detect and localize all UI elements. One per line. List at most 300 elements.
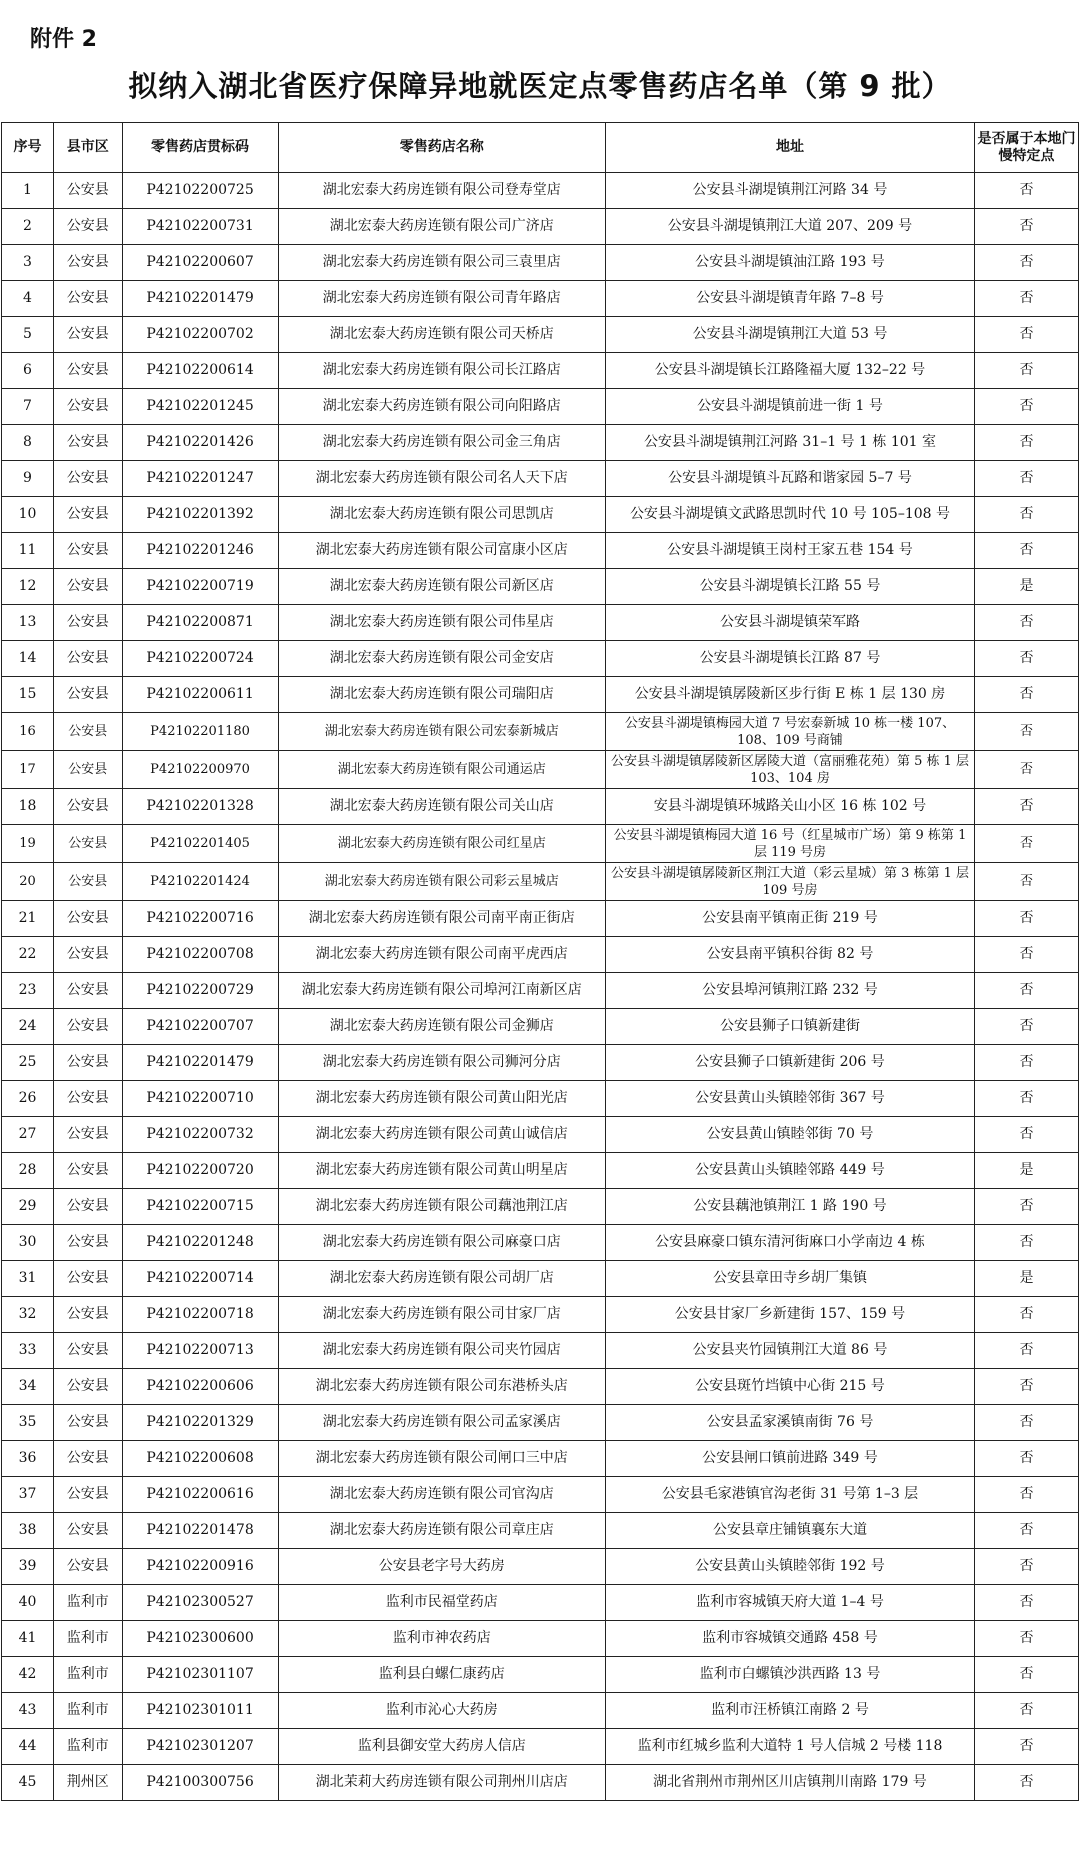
cell-serial: 28 xyxy=(2,1153,54,1189)
table-row xyxy=(2,863,1079,901)
cell-address: 公安县毛家港镇官沟老街 31 号第 1–3 层 xyxy=(605,1477,974,1513)
cell-county: 公安县 xyxy=(53,173,122,209)
cell-serial: 1 xyxy=(2,173,54,209)
cell-county: 公安县 xyxy=(53,1333,122,1369)
cell-chronic-flag: 否 xyxy=(975,605,1079,641)
cell-pharmacy-name: 湖北宏泰大药房连锁有限公司广济店 xyxy=(278,209,605,245)
cell-address: 公安县藕池镇荆江 1 路 190 号 xyxy=(605,1189,974,1225)
cell-address: 公安县斗湖堤镇梅园大道 7 号宏泰新城 10 栋一楼 107、108、109 号商铺 xyxy=(605,713,974,751)
table-row xyxy=(2,1081,1079,1117)
cell-code: P42102201478 xyxy=(122,1513,278,1549)
table-row xyxy=(2,751,1079,789)
table-row xyxy=(2,1657,1079,1693)
table-row xyxy=(2,1765,1079,1801)
cell-county: 公安县 xyxy=(53,751,122,789)
cell-county: 公安县 xyxy=(53,641,122,677)
cell-county: 公安县 xyxy=(53,281,122,317)
cell-address: 公安县斗湖堤镇孱陵新区步行街 E 栋 1 层 130 房 xyxy=(605,677,974,713)
cell-code: P42102200715 xyxy=(122,1189,278,1225)
table-row xyxy=(2,1621,1079,1657)
cell-pharmacy-name: 湖北宏泰大药房连锁有限公司黄山诚信店 xyxy=(278,1117,605,1153)
cell-code: P42102201426 xyxy=(122,425,278,461)
cell-chronic-flag: 否 xyxy=(975,1729,1079,1765)
cell-serial: 24 xyxy=(2,1009,54,1045)
cell-serial: 4 xyxy=(2,281,54,317)
cell-pharmacy-name: 湖北宏泰大药房连锁有限公司长江路店 xyxy=(278,353,605,389)
table-row xyxy=(2,245,1079,281)
cell-pharmacy-name: 监利市神农药店 xyxy=(278,1621,605,1657)
cell-address: 公安县甘家厂乡新建街 157、159 号 xyxy=(605,1297,974,1333)
cell-serial: 31 xyxy=(2,1261,54,1297)
cell-serial: 45 xyxy=(2,1765,54,1801)
cell-pharmacy-name: 湖北宏泰大药房连锁有限公司埠河江南新区店 xyxy=(278,973,605,1009)
cell-serial: 30 xyxy=(2,1225,54,1261)
cell-code: P42102201245 xyxy=(122,389,278,425)
cell-county: 公安县 xyxy=(53,1189,122,1225)
cell-address: 公安县闸口镇前进路 349 号 xyxy=(605,1441,974,1477)
cell-county: 公安县 xyxy=(53,461,122,497)
table-row xyxy=(2,1261,1079,1297)
cell-pharmacy-name: 湖北宏泰大药房连锁有限公司狮河分店 xyxy=(278,1045,605,1081)
table-row xyxy=(2,1729,1079,1765)
cell-county: 公安县 xyxy=(53,1045,122,1081)
cell-serial: 42 xyxy=(2,1657,54,1693)
table-row xyxy=(2,281,1079,317)
cell-chronic-flag: 否 xyxy=(975,751,1079,789)
cell-county: 公安县 xyxy=(53,1405,122,1441)
cell-county: 公安县 xyxy=(53,245,122,281)
cell-serial: 19 xyxy=(2,825,54,863)
cell-serial: 18 xyxy=(2,789,54,825)
attachment-label: 附件 2 xyxy=(30,27,97,52)
cell-address: 监利市汪桥镇江南路 2 号 xyxy=(605,1693,974,1729)
cell-county: 监利市 xyxy=(53,1621,122,1657)
table-row xyxy=(2,1369,1079,1405)
cell-address: 公安县黄山头镇睦邻街 367 号 xyxy=(605,1081,974,1117)
cell-serial: 35 xyxy=(2,1405,54,1441)
cell-chronic-flag: 否 xyxy=(975,901,1079,937)
cell-chronic-flag: 否 xyxy=(975,317,1079,353)
cell-pharmacy-name: 湖北宏泰大药房连锁有限公司向阳路店 xyxy=(278,389,605,425)
cell-county: 公安县 xyxy=(53,209,122,245)
cell-pharmacy-name: 湖北宏泰大药房连锁有限公司瑞阳店 xyxy=(278,677,605,713)
cell-serial: 15 xyxy=(2,677,54,713)
header-serial: 序号 xyxy=(2,123,54,173)
table-row xyxy=(2,1333,1079,1369)
table-row xyxy=(2,1405,1079,1441)
cell-code: P42102201329 xyxy=(122,1405,278,1441)
cell-address: 安县斗湖堤镇环城路关山小区 16 栋 102 号 xyxy=(605,789,974,825)
cell-code: P42102301107 xyxy=(122,1657,278,1693)
cell-pharmacy-name: 湖北宏泰大药房连锁有限公司金三角店 xyxy=(278,425,605,461)
cell-county: 公安县 xyxy=(53,1549,122,1585)
cell-address: 公安县孟家溪镇南街 76 号 xyxy=(605,1405,974,1441)
cell-code: P42102301207 xyxy=(122,1729,278,1765)
header-address: 地址 xyxy=(605,123,974,173)
cell-serial: 37 xyxy=(2,1477,54,1513)
cell-code: P42102200716 xyxy=(122,901,278,937)
cell-county: 监利市 xyxy=(53,1657,122,1693)
table-row xyxy=(2,901,1079,937)
cell-county: 公安县 xyxy=(53,353,122,389)
cell-chronic-flag: 否 xyxy=(975,1009,1079,1045)
cell-pharmacy-name: 湖北宏泰大药房连锁有限公司胡厂店 xyxy=(278,1261,605,1297)
cell-address: 公安县斗湖堤镇油江路 193 号 xyxy=(605,245,974,281)
cell-address: 公安县斗湖堤镇文武路思凯时代 10 号 105–108 号 xyxy=(605,497,974,533)
cell-address: 监利市容城镇交通路 458 号 xyxy=(605,1621,974,1657)
table-row xyxy=(2,173,1079,209)
cell-code: P42102201248 xyxy=(122,1225,278,1261)
cell-pharmacy-name: 湖北宏泰大药房连锁有限公司东港桥头店 xyxy=(278,1369,605,1405)
cell-code: P42102200710 xyxy=(122,1081,278,1117)
cell-pharmacy-name: 湖北宏泰大药房连锁有限公司甘家厂店 xyxy=(278,1297,605,1333)
cell-serial: 8 xyxy=(2,425,54,461)
cell-code: P42100300756 xyxy=(122,1765,278,1801)
cell-serial: 39 xyxy=(2,1549,54,1585)
cell-code: P42102200724 xyxy=(122,641,278,677)
cell-serial: 26 xyxy=(2,1081,54,1117)
cell-address: 公安县斗湖堤镇长江路隆福大厦 132–22 号 xyxy=(605,353,974,389)
cell-code: P42102200713 xyxy=(122,1333,278,1369)
cell-pharmacy-name: 湖北宏泰大药房连锁有限公司天桥店 xyxy=(278,317,605,353)
cell-county: 荆州区 xyxy=(53,1765,122,1801)
cell-address: 公安县夹竹园镇荆江大道 86 号 xyxy=(605,1333,974,1369)
cell-county: 公安县 xyxy=(53,497,122,533)
table-row xyxy=(2,209,1079,245)
cell-serial: 2 xyxy=(2,209,54,245)
table-row xyxy=(2,677,1079,713)
cell-serial: 40 xyxy=(2,1585,54,1621)
cell-code: P42102200729 xyxy=(122,973,278,1009)
cell-county: 公安县 xyxy=(53,825,122,863)
cell-pharmacy-name: 湖北宏泰大药房连锁有限公司宏泰新城店 xyxy=(278,713,605,751)
cell-chronic-flag: 否 xyxy=(975,1045,1079,1081)
cell-serial: 3 xyxy=(2,245,54,281)
cell-address: 公安县斗湖堤镇王岗村王家五巷 154 号 xyxy=(605,533,974,569)
header-pharmacy-name: 零售药店名称 xyxy=(278,123,605,173)
cell-chronic-flag: 是 xyxy=(975,1261,1079,1297)
cell-county: 公安县 xyxy=(53,789,122,825)
cell-code: P42102200720 xyxy=(122,1153,278,1189)
cell-serial: 23 xyxy=(2,973,54,1009)
table-row xyxy=(2,1513,1079,1549)
cell-chronic-flag: 否 xyxy=(975,1513,1079,1549)
cell-serial: 32 xyxy=(2,1297,54,1333)
cell-county: 公安县 xyxy=(53,1441,122,1477)
table-row xyxy=(2,1009,1079,1045)
cell-county: 公安县 xyxy=(53,605,122,641)
cell-code: P42102200616 xyxy=(122,1477,278,1513)
cell-serial: 13 xyxy=(2,605,54,641)
header-county: 县市区 xyxy=(53,123,122,173)
cell-address: 公安县斗湖堤镇荣军路 xyxy=(605,605,974,641)
cell-chronic-flag: 否 xyxy=(975,353,1079,389)
cell-address: 公安县斗湖堤镇前进一街 1 号 xyxy=(605,389,974,425)
cell-code: P42102200608 xyxy=(122,1441,278,1477)
cell-address: 公安县斗湖堤镇孱陵新区荆江大道（彩云星城）第 3 栋第 1 层 109 号房 xyxy=(605,863,974,901)
cell-serial: 25 xyxy=(2,1045,54,1081)
table-row xyxy=(2,461,1079,497)
cell-serial: 9 xyxy=(2,461,54,497)
cell-pharmacy-name: 监利县白螺仁康药店 xyxy=(278,1657,605,1693)
cell-pharmacy-name: 湖北宏泰大药房连锁有限公司金安店 xyxy=(278,641,605,677)
cell-serial: 36 xyxy=(2,1441,54,1477)
cell-county: 公安县 xyxy=(53,425,122,461)
cell-serial: 14 xyxy=(2,641,54,677)
cell-pharmacy-name: 湖北宏泰大药房连锁有限公司关山店 xyxy=(278,789,605,825)
cell-code: P42102201328 xyxy=(122,789,278,825)
cell-address: 公安县南平镇南正街 219 号 xyxy=(605,901,974,937)
cell-code: P42102200607 xyxy=(122,245,278,281)
cell-code: P42102200614 xyxy=(122,353,278,389)
cell-serial: 16 xyxy=(2,713,54,751)
cell-chronic-flag: 否 xyxy=(975,1081,1079,1117)
table-row xyxy=(2,1045,1079,1081)
cell-chronic-flag: 否 xyxy=(975,825,1079,863)
cell-serial: 44 xyxy=(2,1729,54,1765)
cell-code: P42102200871 xyxy=(122,605,278,641)
cell-code: P42102201479 xyxy=(122,1045,278,1081)
cell-chronic-flag: 否 xyxy=(975,389,1079,425)
cell-county: 公安县 xyxy=(53,863,122,901)
cell-code: P42102300600 xyxy=(122,1621,278,1657)
cell-chronic-flag: 否 xyxy=(975,1621,1079,1657)
cell-county: 监利市 xyxy=(53,1585,122,1621)
cell-pharmacy-name: 监利市沁心大药房 xyxy=(278,1693,605,1729)
cell-address: 湖北省荆州市荆州区川店镇荆川南路 179 号 xyxy=(605,1765,974,1801)
cell-pharmacy-name: 监利市民福堂药店 xyxy=(278,1585,605,1621)
cell-pharmacy-name: 湖北宏泰大药房连锁有限公司通运店 xyxy=(278,751,605,789)
cell-chronic-flag: 否 xyxy=(975,937,1079,973)
cell-chronic-flag: 否 xyxy=(975,245,1079,281)
cell-code: P42102200719 xyxy=(122,569,278,605)
cell-serial: 33 xyxy=(2,1333,54,1369)
cell-county: 公安县 xyxy=(53,1081,122,1117)
cell-chronic-flag: 否 xyxy=(975,1297,1079,1333)
cell-pharmacy-name: 湖北宏泰大药房连锁有限公司青年路店 xyxy=(278,281,605,317)
cell-county: 公安县 xyxy=(53,1513,122,1549)
table-row xyxy=(2,973,1079,1009)
cell-pharmacy-name: 湖北宏泰大药房连锁有限公司闸口三中店 xyxy=(278,1441,605,1477)
cell-chronic-flag: 否 xyxy=(975,1549,1079,1585)
cell-serial: 38 xyxy=(2,1513,54,1549)
cell-serial: 20 xyxy=(2,863,54,901)
cell-pharmacy-name: 湖北宏泰大药房连锁有限公司伟星店 xyxy=(278,605,605,641)
cell-address: 公安县斗湖堤镇梅园大道 16 号（红星城市广场）第 9 栋第 1 层 119 号房 xyxy=(605,825,974,863)
cell-code: P42102201405 xyxy=(122,825,278,863)
cell-serial: 43 xyxy=(2,1693,54,1729)
cell-code: P42102200718 xyxy=(122,1297,278,1333)
cell-county: 公安县 xyxy=(53,901,122,937)
cell-address: 监利市红城乡监利大道特 1 号人信城 2 号楼 118 xyxy=(605,1729,974,1765)
cell-code: P42102200708 xyxy=(122,937,278,973)
cell-chronic-flag: 是 xyxy=(975,1153,1079,1189)
cell-code: P42102201247 xyxy=(122,461,278,497)
cell-chronic-flag: 否 xyxy=(975,713,1079,751)
cell-chronic-flag: 否 xyxy=(975,641,1079,677)
cell-pharmacy-name: 湖北宏泰大药房连锁有限公司麻豪口店 xyxy=(278,1225,605,1261)
table-row xyxy=(2,1225,1079,1261)
cell-pharmacy-name: 湖北宏泰大药房连锁有限公司黄山阳光店 xyxy=(278,1081,605,1117)
cell-county: 公安县 xyxy=(53,1225,122,1261)
table-row xyxy=(2,641,1079,677)
cell-address: 公安县斗湖堤镇孱陵新区孱陵大道（富丽雅花苑）第 5 栋 1 层 103、104 房 xyxy=(605,751,974,789)
table-row xyxy=(2,937,1079,973)
cell-county: 公安县 xyxy=(53,389,122,425)
cell-serial: 12 xyxy=(2,569,54,605)
cell-chronic-flag: 否 xyxy=(975,281,1079,317)
cell-county: 公安县 xyxy=(53,1261,122,1297)
cell-pharmacy-name: 湖北宏泰大药房连锁有限公司彩云星城店 xyxy=(278,863,605,901)
cell-county: 监利市 xyxy=(53,1693,122,1729)
cell-pharmacy-name: 湖北宏泰大药房连锁有限公司藕池荆江店 xyxy=(278,1189,605,1225)
cell-chronic-flag: 否 xyxy=(975,1657,1079,1693)
table-row xyxy=(2,825,1079,863)
cell-chronic-flag: 否 xyxy=(975,1765,1079,1801)
cell-chronic-flag: 否 xyxy=(975,677,1079,713)
table-row xyxy=(2,1693,1079,1729)
cell-chronic-flag: 否 xyxy=(975,1225,1079,1261)
table-row xyxy=(2,389,1079,425)
cell-chronic-flag: 否 xyxy=(975,533,1079,569)
cell-county: 公安县 xyxy=(53,937,122,973)
cell-code: P42102200725 xyxy=(122,173,278,209)
cell-address: 公安县狮子口镇新建街 206 号 xyxy=(605,1045,974,1081)
cell-chronic-flag: 否 xyxy=(975,1189,1079,1225)
cell-county: 公安县 xyxy=(53,569,122,605)
cell-code: P42102200731 xyxy=(122,209,278,245)
cell-county: 公安县 xyxy=(53,533,122,569)
cell-address: 公安县黄山头镇睦邻路 449 号 xyxy=(605,1153,974,1189)
cell-address: 公安县斑竹垱镇中心街 215 号 xyxy=(605,1369,974,1405)
cell-chronic-flag: 否 xyxy=(975,209,1079,245)
cell-serial: 29 xyxy=(2,1189,54,1225)
cell-serial: 6 xyxy=(2,353,54,389)
table-row xyxy=(2,713,1079,751)
cell-pharmacy-name: 湖北茉莉大药房连锁有限公司荆州川店店 xyxy=(278,1765,605,1801)
cell-serial: 5 xyxy=(2,317,54,353)
cell-code: P42102201479 xyxy=(122,281,278,317)
cell-pharmacy-name: 湖北宏泰大药房连锁有限公司黄山明星店 xyxy=(278,1153,605,1189)
table-row xyxy=(2,497,1079,533)
cell-address: 公安县章田寺乡胡厂集镇 xyxy=(605,1261,974,1297)
cell-code: P42102201180 xyxy=(122,713,278,751)
cell-code: P42102200970 xyxy=(122,751,278,789)
table-row xyxy=(2,425,1079,461)
cell-address: 公安县斗湖堤镇荆江大道 207、209 号 xyxy=(605,209,974,245)
cell-county: 公安县 xyxy=(53,1297,122,1333)
cell-county: 公安县 xyxy=(53,1153,122,1189)
cell-code: P42102201392 xyxy=(122,497,278,533)
cell-address: 公安县斗湖堤镇长江路 55 号 xyxy=(605,569,974,605)
cell-address: 公安县狮子口镇新建街 xyxy=(605,1009,974,1045)
table-row xyxy=(2,1477,1079,1513)
cell-address: 公安县斗湖堤镇荆江河路 31–1 号 1 栋 101 室 xyxy=(605,425,974,461)
page-title: 拟纳入湖北省医疗保障异地就医定点零售药店名单（第 9 批） xyxy=(128,69,952,103)
cell-chronic-flag: 否 xyxy=(975,461,1079,497)
cell-serial: 34 xyxy=(2,1369,54,1405)
cell-serial: 22 xyxy=(2,937,54,973)
cell-pharmacy-name: 湖北宏泰大药房连锁有限公司名人天下店 xyxy=(278,461,605,497)
cell-county: 公安县 xyxy=(53,317,122,353)
table-row xyxy=(2,1117,1079,1153)
cell-code: P42102200714 xyxy=(122,1261,278,1297)
table-row xyxy=(2,1297,1079,1333)
cell-chronic-flag: 否 xyxy=(975,1369,1079,1405)
cell-chronic-flag: 否 xyxy=(975,425,1079,461)
pharmacy-table xyxy=(1,122,1079,1801)
cell-code: P42102200611 xyxy=(122,677,278,713)
cell-pharmacy-name: 湖北宏泰大药房连锁有限公司南平南正街店 xyxy=(278,901,605,937)
cell-chronic-flag: 否 xyxy=(975,1117,1079,1153)
cell-county: 公安县 xyxy=(53,1009,122,1045)
cell-pharmacy-name: 湖北宏泰大药房连锁有限公司夹竹园店 xyxy=(278,1333,605,1369)
cell-serial: 27 xyxy=(2,1117,54,1153)
cell-serial: 41 xyxy=(2,1621,54,1657)
cell-address: 监利市容城镇天府大道 1–4 号 xyxy=(605,1585,974,1621)
cell-pharmacy-name: 湖北宏泰大药房连锁有限公司官沟店 xyxy=(278,1477,605,1513)
cell-code: P42102200916 xyxy=(122,1549,278,1585)
cell-county: 公安县 xyxy=(53,1117,122,1153)
cell-chronic-flag: 否 xyxy=(975,173,1079,209)
cell-address: 公安县南平镇积谷街 82 号 xyxy=(605,937,974,973)
cell-chronic-flag: 否 xyxy=(975,1585,1079,1621)
table-row xyxy=(2,1549,1079,1585)
table-row xyxy=(2,789,1079,825)
cell-chronic-flag: 否 xyxy=(975,1333,1079,1369)
table-row xyxy=(2,1585,1079,1621)
cell-serial: 11 xyxy=(2,533,54,569)
cell-chronic-flag: 是 xyxy=(975,569,1079,605)
cell-code: P42102200732 xyxy=(122,1117,278,1153)
cell-pharmacy-name: 湖北宏泰大药房连锁有限公司金狮店 xyxy=(278,1009,605,1045)
cell-address: 公安县斗湖堤镇荆江河路 34 号 xyxy=(605,173,974,209)
cell-county: 监利市 xyxy=(53,1729,122,1765)
table-header-row xyxy=(2,123,1079,173)
cell-serial: 7 xyxy=(2,389,54,425)
cell-pharmacy-name: 湖北宏泰大药房连锁有限公司红星店 xyxy=(278,825,605,863)
cell-pharmacy-name: 监利县御安堂大药房人信店 xyxy=(278,1729,605,1765)
cell-chronic-flag: 否 xyxy=(975,863,1079,901)
cell-chronic-flag: 否 xyxy=(975,789,1079,825)
table-row xyxy=(2,569,1079,605)
cell-county: 公安县 xyxy=(53,677,122,713)
cell-pharmacy-name: 湖北宏泰大药房连锁有限公司新区店 xyxy=(278,569,605,605)
cell-address: 公安县黄山镇睦邻街 70 号 xyxy=(605,1117,974,1153)
table-row xyxy=(2,353,1079,389)
table-row xyxy=(2,1441,1079,1477)
cell-county: 公安县 xyxy=(53,1369,122,1405)
header-chronic-flag: 是否属于本地门慢特定点 xyxy=(975,123,1079,173)
table-row xyxy=(2,1189,1079,1225)
cell-pharmacy-name: 湖北宏泰大药房连锁有限公司登寿堂店 xyxy=(278,173,605,209)
table-row xyxy=(2,533,1079,569)
cell-serial: 17 xyxy=(2,751,54,789)
cell-address: 公安县斗湖堤镇荆江大道 53 号 xyxy=(605,317,974,353)
cell-pharmacy-name: 湖北宏泰大药房连锁有限公司三袁里店 xyxy=(278,245,605,281)
cell-address: 公安县黄山头镇睦邻街 192 号 xyxy=(605,1549,974,1585)
cell-county: 公安县 xyxy=(53,1477,122,1513)
table-row xyxy=(2,317,1079,353)
cell-serial: 10 xyxy=(2,497,54,533)
cell-code: P42102201246 xyxy=(122,533,278,569)
cell-pharmacy-name: 公安县老字号大药房 xyxy=(278,1549,605,1585)
cell-pharmacy-name: 湖北宏泰大药房连锁有限公司章庄店 xyxy=(278,1513,605,1549)
cell-code: P42102300527 xyxy=(122,1585,278,1621)
cell-code: P42102200606 xyxy=(122,1369,278,1405)
cell-code: P42102200707 xyxy=(122,1009,278,1045)
cell-pharmacy-name: 湖北宏泰大药房连锁有限公司南平虎西店 xyxy=(278,937,605,973)
